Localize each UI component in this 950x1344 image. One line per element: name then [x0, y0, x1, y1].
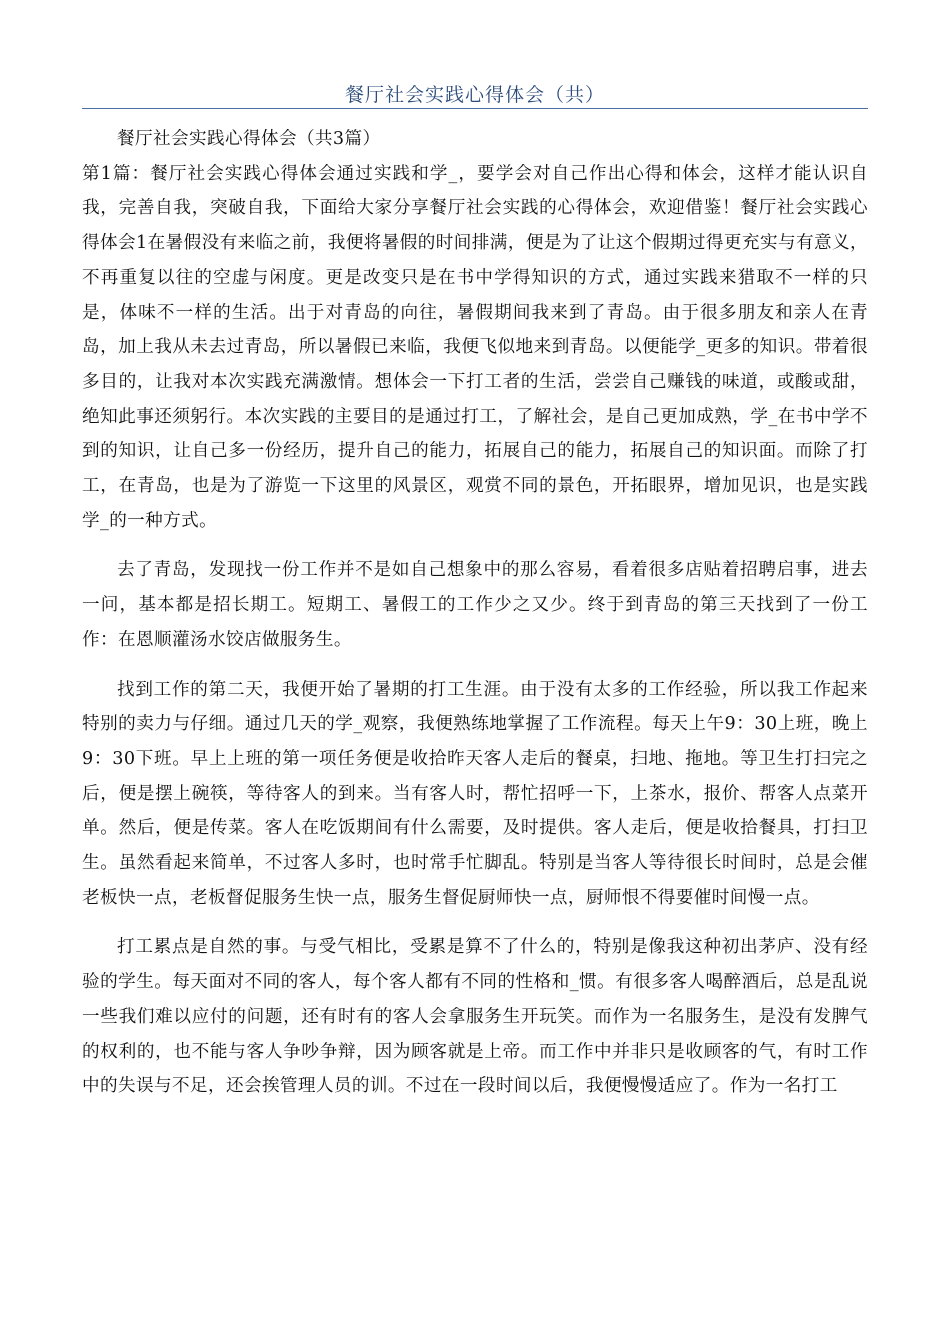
document-body: [82, 122, 868, 1119]
paragraph-1: 第1篇：餐厅社会实践心得体会通过实践和学_，要学会对自己作出心得和体会，这样才能认识自我，完善自我，突破自我，下面给大家分享餐厅社会实践的心得体会，欢迎借鉴！餐厅社会实践心得体会1在暑假没有来临之前，我便将暑假的时间排满，便是为了让这个假期过得更充实与有意义，不再重复以往的空虚与闲度。更是改变只是在书中学得知识的方式，通过实践来猎取不一样的只是，体味不一样的生活。出于对青岛的向往，暑假期间我来到了青岛。由于很多朋友和亲人在青岛，加上我从未去过青岛，所以暑假已来临，我便飞似地来到青岛。以便能学_更多的知识。带着很多目的，让我对本次实践充满激情。想体会一下打工者的生活，尝尝自己赚钱的味道，或酸或甜，绝知此事还须躬行。本次实践的主要目的是通过打工，了解社会，是自己更加成熟，学_在书中学不到的知识，让自己多一份经历，提升自己的能力，拓展自己的能力，拓展自己的知识面。而除了打工，在青岛，也是为了游览一下这里的风景区，观赏不同的景色，开拓眼界，增加见识，也是实践学_的一种方式。: [82, 163, 868, 531]
document-title: 餐厅社会实践心得体会（共）: [344, 84, 605, 106]
paragraph-4: 打工累点是自然的事。与受气相比，受累是算不了什么的，特别是像我这种初出茅庐、没有经验的学生。每天面对不同的客人，每个客人都有不同的性格和_惯。有很多客人喝醉酒后，总是乱说一些我们难以应付的问题，还有时有的客人会拿服务生开玩笑。而作为一名服务生，是没有发脾气的权利的，也不能与客人争吵争辩，因为顾客就是上帝。而工作中并非只是收顾客的气，有时工作中的失误与不足，还会挨管理人员的训。不过在一段时间以后，我便慢慢适应了。作为一名打工: [82, 937, 868, 1097]
paragraph-2: 去了青岛，发现找一份工作并不是如自己想象中的那么容易，看着很多店贴着招聘启事，进去一问，基本都是招长期工。短期工、暑假工的工作少之又少。终于到青岛的第三天找到了一份工作：在恩顺灌汤水饺店做服务生。: [82, 560, 868, 650]
title-divider: [82, 108, 868, 109]
paragraph-3: 找到工作的第二天，我便开始了暑期的打工生涯。由于没有太多的工作经验，所以我工作起来特别的卖力与仔细。通过几天的学_观察，我便熟练地掌握了工作流程。每天上午9：30上班，晚上9：30下班。早上上班的第一项任务便是收拾昨天客人走后的餐桌，扫地、拖地。等卫生打扫完之后，便是摆上碗筷，等待客人的到来。当有客人时，帮忙招呼一下，上茶水，报价、帮客人点菜开单。然后，便是传菜。客人在吃饭期间有什么需要，及时提供。客人走后，便是收拾餐具，打扫卫生。虽然看起来简单，不过客人多时，也时常手忙脚乱。特别是当客人等待很长时间时，总是会催老板快一点，老板督促服务生快一点，服务生督促厨师快一点，厨师恨不得要催时间慢一点。: [82, 679, 868, 908]
document-subtitle: 餐厅社会实践心得体会（共3篇）: [117, 129, 381, 149]
